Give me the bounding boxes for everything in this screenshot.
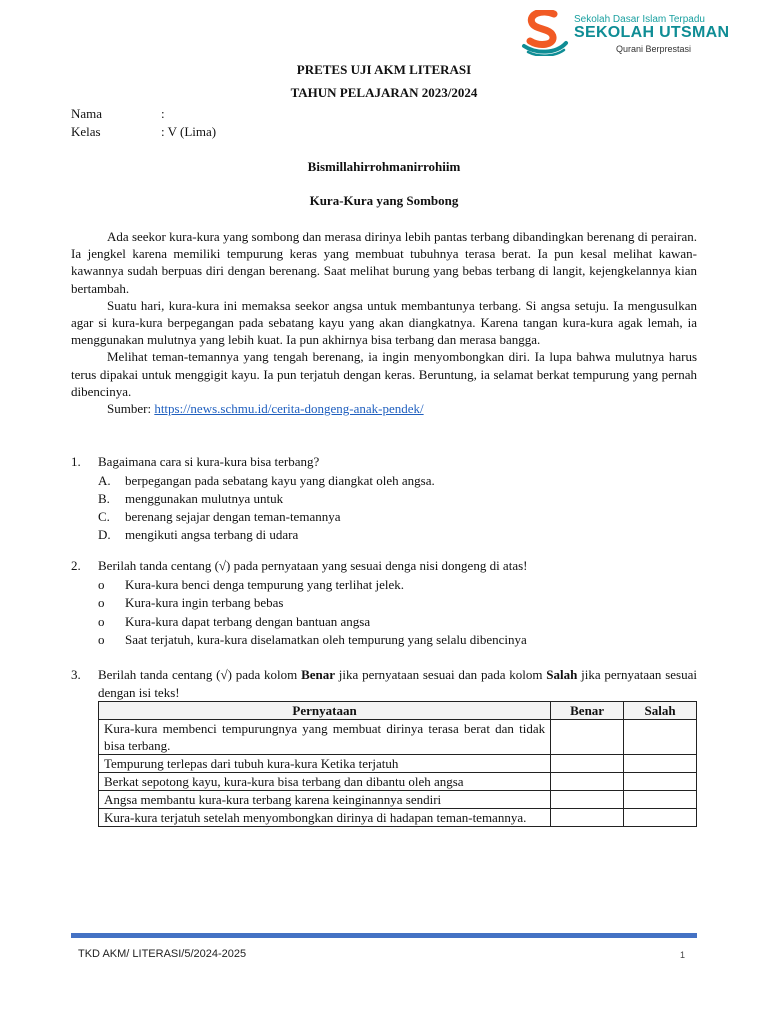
document-subtitle: TAHUN PELAJARAN 2023/2024 — [290, 85, 478, 100]
document-title: PRETES UJI AKM LITERASI — [296, 62, 472, 77]
checkbox-option[interactable]: o Saat terjatuh, kura-kura diselamatkan oleh tempurung yang selalu dibencinya — [98, 631, 697, 650]
statement-cell: Kura-kura membenci tempurungnya yang membuat dirinya terasa berat dan tidak bisa terbang. — [99, 720, 551, 755]
table-row — [99, 773, 697, 791]
page-number: 1 — [680, 950, 686, 960]
true-check-cell[interactable] — [551, 773, 624, 791]
checkbox-options — [98, 576, 697, 650]
checkbox-option[interactable]: o Kura-kura ingin terbang bebas — [98, 594, 697, 613]
source-link[interactable]: https://news.schmu.id/cerita-dongeng-anak-pendek/ — [154, 401, 424, 417]
question-text: Berilah tanda centang (√) pada pernyataan yang sesuai denga nisi dongeng di atas! — [98, 558, 528, 573]
false-check-cell[interactable] — [624, 755, 697, 773]
story-paragraph: Suatu hari, kura-kura ini memaksa seekor angsa untuk membantunya terbang. Si angsa setuju. Ia mengusulkan agar si kura-kura berpegangan pada sebatang kayu yang akan diangkatnya. Karena tangan kura-kura agak lemah, ia menggunakan mulutnya yang lebih kuat. Ia pun akhirnya bisa terbang dan merasa bangga. — [71, 297, 697, 348]
footer-document-code: TKD AKM/ LITERASI/5/2024-2025 — [78, 948, 247, 960]
column-header-false: Salah — [624, 702, 697, 720]
column-header-statement: Pernyataan — [99, 702, 551, 720]
false-check-cell[interactable] — [624, 720, 697, 755]
footer-divider — [71, 933, 697, 938]
logo-subtitle: Sekolah Dasar Islam Terpadu — [574, 14, 705, 25]
false-check-cell[interactable] — [624, 791, 697, 809]
story-text — [71, 228, 697, 417]
checkbox-bullet-icon[interactable]: o — [98, 595, 105, 610]
question-text: Bagaimana cara si kura-kura bisa terbang? — [98, 454, 320, 469]
answer-option-b[interactable]: B. menggunakan mulutnya untuk — [98, 490, 284, 506]
statement-cell: Berkat sepotong kayu, kura-kura bisa terbang dan dibantu oleh angsa — [99, 773, 551, 791]
class-line — [71, 124, 216, 140]
school-logo-icon — [520, 10, 570, 56]
table-header-row — [99, 702, 697, 720]
table-row — [99, 755, 697, 773]
question-number: 2. — [71, 558, 81, 573]
question-3 — [71, 666, 697, 701]
false-check-cell[interactable] — [624, 773, 697, 791]
question-text: Berilah tanda centang (√) pada kolom Benar jika pernyataan sesuai dan pada kolom Salah jika pernyataan sesuai dengan isi teks! — [98, 667, 697, 700]
answer-option-d[interactable]: D. mengikuti angsa terbang di udara — [98, 526, 299, 542]
statement-table — [98, 701, 697, 827]
table-row — [99, 720, 697, 755]
logo-tagline: Qurani Berprestasi — [616, 44, 692, 54]
false-check-cell[interactable] — [624, 809, 697, 827]
question-number: 3. — [71, 667, 81, 682]
question-2 — [71, 557, 697, 650]
answer-options — [98, 472, 697, 544]
class-label: Kelas — [71, 124, 101, 139]
true-check-cell[interactable] — [551, 791, 624, 809]
story-title: Kura-Kura yang Sombong — [309, 193, 459, 208]
opening-greeting: Bismillahirrohmanirrohiim — [307, 159, 461, 174]
question-number: 1. — [71, 454, 81, 469]
true-check-cell[interactable] — [551, 755, 624, 773]
statement-cell: Kura-kura terjatuh setelah menyombongkan dirinya di hadapan teman-temannya. — [99, 809, 551, 827]
checkbox-bullet-icon[interactable]: o — [98, 632, 105, 647]
story-paragraph: Melihat teman-temannya yang tengah berenang, ia ingin menyombongkan diri. Ia lupa bahwa mulutnya harus terus dipakai untuk menggigit kayu. Ia pun terjatuh dengan keras. Beruntung, ia selamat berkat tempurung yang pernah dibencinya. — [71, 349, 697, 399]
name-label: Nama — [71, 106, 103, 121]
class-value: : V (Lima) — [161, 124, 217, 139]
checkbox-bullet-icon[interactable]: o — [98, 576, 105, 592]
true-check-cell[interactable] — [551, 720, 624, 755]
true-check-cell[interactable] — [551, 809, 624, 827]
answer-option-a[interactable]: A. berpegangan pada sebatang kayu yang diangkat oleh angsa. — [98, 472, 435, 488]
story-source — [71, 400, 697, 417]
table-row — [99, 791, 697, 809]
column-header-true: Benar — [551, 702, 624, 720]
school-logo — [520, 10, 730, 56]
answer-option-c[interactable]: C. berenang sejajar dengan teman-temannya — [98, 508, 341, 524]
story-paragraph: Ada seekor kura-kura yang sombong dan merasa dirinya lebih pantas terbang dibandingkan berenang di perairan. Ia jengkel karena memiliki tempurung keras yang membuat tubuhnya terasa berat. Ia pun kesal melihat kawan-kawannya sudah berpuas diri dengan berenang. Saat melihat burung yang bebas terbang di langit, kejengkelannya kian bertambah. — [71, 229, 697, 296]
statement-cell: Angsa membantu kura-kura terbang karena keinginannya sendiri — [99, 791, 551, 809]
question-1 — [71, 453, 697, 544]
name-line — [71, 106, 165, 122]
table-row — [99, 809, 697, 827]
checkbox-bullet-icon[interactable]: o — [98, 613, 105, 629]
statement-cell: Tempurung terlepas dari tubuh kura-kura Ketika terjatuh — [99, 755, 551, 773]
name-value: : — [161, 106, 165, 121]
logo-school-name: SEKOLAH UTSMAN — [574, 24, 730, 41]
checkbox-option[interactable]: o Kura-kura benci denga tempurung yang terlihat jelek. — [98, 576, 697, 595]
source-label: Sumber: — [107, 401, 152, 417]
checkbox-option[interactable]: o Kura-kura dapat terbang dengan bantuan angsa — [98, 613, 697, 632]
